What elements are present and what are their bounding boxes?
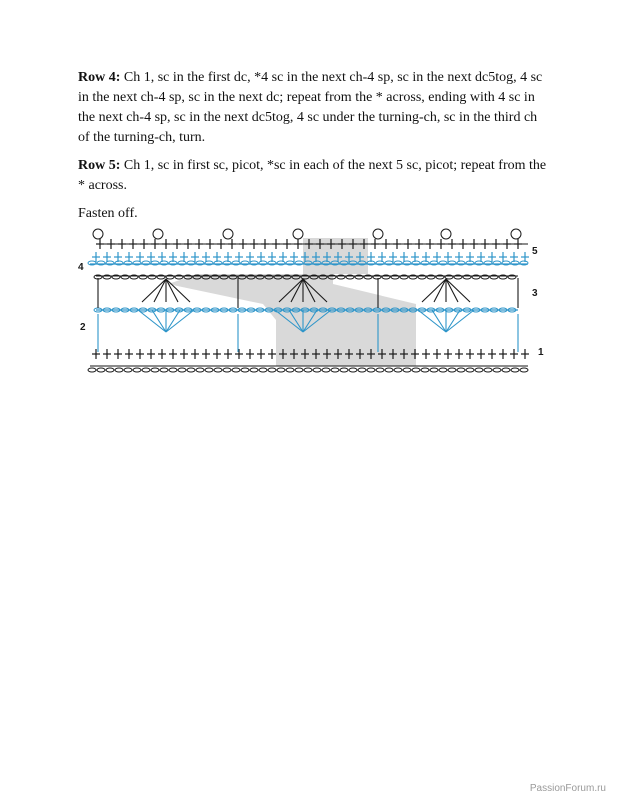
chain-stitch-icon [421,368,429,372]
dc5tog-icon [142,279,166,302]
row-label-5: 5 [532,246,538,257]
chain-stitch-icon [178,368,186,372]
double-crochet-icon [432,310,446,332]
chain-stitch-icon [385,368,393,372]
chain-stitch-icon [106,368,114,372]
chain-stitch-icon [295,368,303,372]
chain-stitch-icon [394,368,402,372]
chain-stitch-icon [187,368,195,372]
chain-stitch-icon [304,368,312,372]
row-label-3: 3 [532,288,538,299]
chain-stitch-icon [169,368,177,372]
double-crochet-icon [166,310,180,332]
double-crochet-icon [152,310,166,332]
pattern-instructions [78,68,548,232]
chain-stitch-icon [241,368,249,372]
row5-text: Ch 1, sc in first sc, picot, *sc in each of the next 5 sc, picot; repeat from the * across. [78,158,547,193]
chain-stitch-icon [484,368,492,372]
chain-stitch-icon [196,368,204,372]
chain-stitch-icon [268,368,276,372]
chain-stitch-icon [403,368,411,372]
chain-stitch-icon [232,368,240,372]
chain-stitch-icon [223,368,231,372]
row5-label: Row 5: [78,158,121,173]
chain-stitch-icon [97,368,105,372]
chain-stitch-icon [511,368,519,372]
dc5tog-icon [446,279,470,302]
chain-stitch-icon [430,368,438,372]
chain-stitch-icon [340,368,348,372]
row-label-2: 2 [80,322,86,333]
chain-stitch-icon [412,368,420,372]
chain-stitch-icon [358,368,366,372]
chain-stitch-icon [322,368,330,372]
chain-stitch-icon [367,368,375,372]
double-crochet-icon [446,310,474,332]
picot-icon [373,229,383,239]
row4-instruction [78,68,548,148]
row4-text: Ch 1, sc in the first dc, *4 sc in the next ch-4 sp, sc in the next dc5tog, 4 sc in the next ch-4 sp, sc in the next dc; repeat from the * across, ending with 4 sc in the next ch-4 sp, sc in the next dc5tog, 4 sc under the turning-ch, sc in the third ch of the turning-ch, turn. [78,70,543,145]
chain-stitch-icon [142,368,150,372]
chain-stitch-icon [313,368,321,372]
chain-stitch-icon [88,368,96,372]
chain-stitch-icon [448,368,456,372]
chain-stitch-icon [277,368,285,372]
chain-stitch-icon [286,368,294,372]
picot-icon [93,229,103,239]
dc5tog-icon [422,279,446,302]
chain-stitch-icon [349,368,357,372]
chain-stitch-icon [439,368,447,372]
fasten-off-text: Fasten off. [78,206,138,221]
picot-icon [293,229,303,239]
chain-stitch-icon [259,368,267,372]
chain-stitch-icon [502,368,510,372]
chain-stitch-icon [493,368,501,372]
chain-stitch-icon [214,368,222,372]
chain-stitch-icon [133,368,141,372]
chain-stitch-icon [115,368,123,372]
row-label-1: 1 [538,347,544,358]
double-crochet-icon [138,310,166,332]
picot-icon [153,229,163,239]
picot-icon [441,229,451,239]
double-crochet-icon [418,310,446,332]
chain-stitch-icon [475,368,483,372]
double-crochet-icon [446,310,460,332]
chain-stitch-icon [376,368,384,372]
watermark-text: PassionForum.ru [529,783,606,794]
chain-stitch-icon [331,368,339,372]
chain-stitch-icon [250,368,258,372]
dc5tog-icon [434,279,446,302]
dc5tog-icon [446,279,458,302]
row-label-4: 4 [78,262,84,273]
chain-stitch-icon [151,368,159,372]
row4-label: Row 4: [78,70,121,85]
chain-stitch-icon [457,368,465,372]
chain-stitch-icon [124,368,132,372]
picot-icon [511,229,521,239]
chain-stitch-icon [205,368,213,372]
dc5tog-icon [154,279,166,302]
chain-stitch-icon [466,368,474,372]
chain-stitch-icon [520,368,528,372]
double-crochet-icon [166,310,194,332]
crochet-chart [78,224,558,374]
picot-icon [223,229,233,239]
chain-stitch-icon [160,368,168,372]
row5-instruction [78,156,548,196]
